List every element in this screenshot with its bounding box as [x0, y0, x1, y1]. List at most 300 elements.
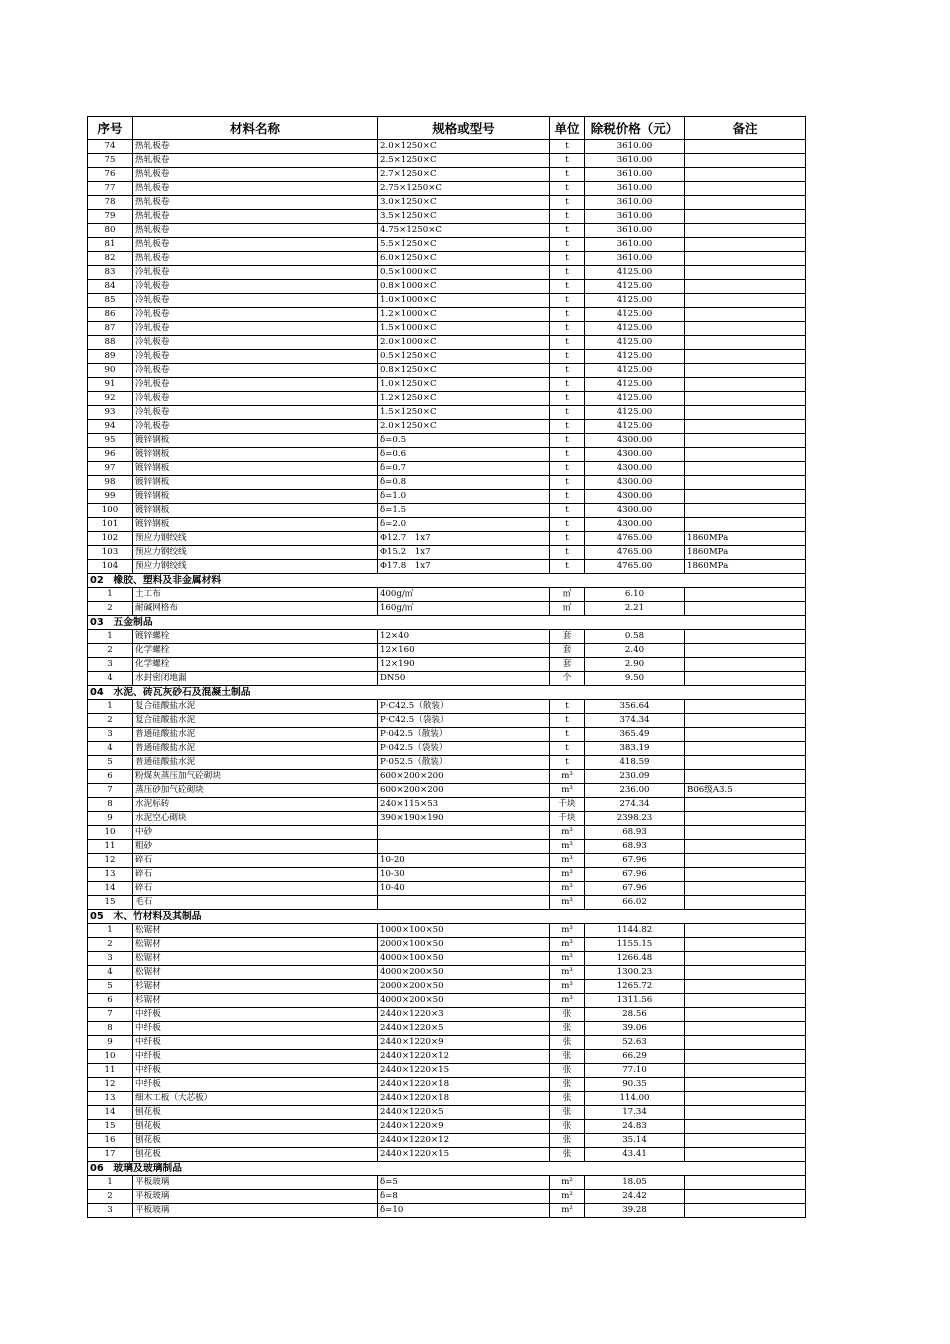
cell-no: 9	[88, 1036, 133, 1050]
cell-name: 松锯材	[133, 924, 378, 938]
cell-no: 1	[88, 1176, 133, 1190]
cell-name: 水泥标砖	[133, 798, 378, 812]
cell-name: 水泥空心砌块	[133, 812, 378, 826]
cell-note	[685, 1106, 806, 1120]
cell-name: 镀锌钢板	[133, 518, 378, 532]
cell-note	[685, 924, 806, 938]
cell-name: 镀锌钢板	[133, 448, 378, 462]
cell-no: 98	[88, 476, 133, 490]
cell-note	[685, 1134, 806, 1148]
cell-name: 冷轧板卷	[133, 308, 378, 322]
cell-spec: 160g/㎡	[378, 602, 550, 616]
cell-price: 39.06	[585, 1022, 685, 1036]
table-row	[88, 700, 806, 714]
table-row	[88, 532, 806, 546]
cell-no: 10	[88, 1050, 133, 1064]
cell-note	[685, 714, 806, 728]
cell-unit: 套	[550, 658, 585, 672]
cell-name: 松锯材	[133, 938, 378, 952]
cell-note: 1860MPa	[685, 560, 806, 574]
cell-note	[685, 1092, 806, 1106]
cell-name: 冷轧板卷	[133, 378, 378, 392]
cell-price: 24.83	[585, 1120, 685, 1134]
cell-no: 10	[88, 826, 133, 840]
cell-note	[685, 280, 806, 294]
cell-spec: 1.5×1250×C	[378, 406, 550, 420]
cell-note	[685, 1190, 806, 1204]
cell-unit: t	[550, 210, 585, 224]
cell-spec: 2440×1220×15	[378, 1148, 550, 1162]
table-row	[88, 980, 806, 994]
section-title: 05 木、竹材料及其制品	[88, 910, 806, 924]
table-row	[88, 1190, 806, 1204]
cell-price: 418.59	[585, 756, 685, 770]
cell-no: 11	[88, 840, 133, 854]
cell-no: 6	[88, 994, 133, 1008]
cell-name: 碎石	[133, 868, 378, 882]
cell-no: 13	[88, 1092, 133, 1106]
cell-note	[685, 630, 806, 644]
table-row	[88, 252, 806, 266]
cell-note	[685, 896, 806, 910]
cell-price: 9.50	[585, 672, 685, 686]
cell-note	[685, 1022, 806, 1036]
cell-spec: 2.7×1250×C	[378, 168, 550, 182]
cell-note	[685, 770, 806, 784]
cell-unit: 张	[550, 1148, 585, 1162]
cell-price: 4300.00	[585, 476, 685, 490]
cell-unit: 张	[550, 1134, 585, 1148]
table-row	[88, 476, 806, 490]
cell-price: 43.41	[585, 1148, 685, 1162]
cell-no: 12	[88, 1078, 133, 1092]
cell-no: 4	[88, 742, 133, 756]
cell-note	[685, 420, 806, 434]
cell-spec: 2440×1220×9	[378, 1120, 550, 1134]
cell-unit: ㎡	[550, 588, 585, 602]
cell-name: 镀锌钢板	[133, 476, 378, 490]
cell-note	[685, 854, 806, 868]
cell-spec: δ=0.6	[378, 448, 550, 462]
cell-no: 94	[88, 420, 133, 434]
section-title: 02 橡胶、塑料及非金属材料	[88, 574, 806, 588]
cell-name: 热轧板卷	[133, 210, 378, 224]
cell-no: 78	[88, 196, 133, 210]
cell-no: 7	[88, 784, 133, 798]
cell-note	[685, 826, 806, 840]
cell-unit: m³	[550, 826, 585, 840]
cell-price: 18.05	[585, 1176, 685, 1190]
cell-note	[685, 1148, 806, 1162]
cell-spec: 2.0×1250×C	[378, 140, 550, 154]
cell-name: 中纤板	[133, 1050, 378, 1064]
cell-unit: t	[550, 518, 585, 532]
cell-no: 3	[88, 658, 133, 672]
cell-unit: 张	[550, 1036, 585, 1050]
table-row	[88, 798, 806, 812]
cell-note	[685, 224, 806, 238]
cell-spec: δ=0.5	[378, 434, 550, 448]
table-row	[88, 280, 806, 294]
cell-spec: 1000×100×50	[378, 924, 550, 938]
cell-note	[685, 700, 806, 714]
cell-price: 4125.00	[585, 378, 685, 392]
cell-price: 17.34	[585, 1106, 685, 1120]
cell-spec: P·C42.5（散装）	[378, 700, 550, 714]
table-row	[88, 196, 806, 210]
table-row	[88, 210, 806, 224]
cell-no: 91	[88, 378, 133, 392]
cell-spec: 2440×1220×5	[378, 1022, 550, 1036]
cell-price: 4765.00	[585, 560, 685, 574]
cell-price: 68.93	[585, 840, 685, 854]
section-row	[88, 574, 806, 588]
cell-spec: 2.0×1000×C	[378, 336, 550, 350]
cell-unit: t	[550, 700, 585, 714]
cell-spec: δ=8	[378, 1190, 550, 1204]
cell-note: B06级A3.5	[685, 784, 806, 798]
cell-unit: 张	[550, 1064, 585, 1078]
cell-price: 2.90	[585, 658, 685, 672]
cell-unit: m³	[550, 854, 585, 868]
cell-name: 热轧板卷	[133, 168, 378, 182]
cell-unit: 千块	[550, 798, 585, 812]
table-row	[88, 392, 806, 406]
cell-unit: 张	[550, 1008, 585, 1022]
cell-price: 365.49	[585, 728, 685, 742]
cell-unit: m³	[550, 980, 585, 994]
table-row	[88, 756, 806, 770]
cell-note	[685, 378, 806, 392]
table-row	[88, 154, 806, 168]
cell-unit: m³	[550, 924, 585, 938]
table-row	[88, 672, 806, 686]
cell-unit: 张	[550, 1050, 585, 1064]
cell-name: 中纤板	[133, 1008, 378, 1022]
cell-no: 76	[88, 168, 133, 182]
cell-no: 92	[88, 392, 133, 406]
cell-price: 39.28	[585, 1204, 685, 1218]
cell-unit: t	[550, 294, 585, 308]
cell-price: 4125.00	[585, 280, 685, 294]
table-row	[88, 462, 806, 476]
cell-note	[685, 1050, 806, 1064]
cell-no: 2	[88, 644, 133, 658]
cell-no: 7	[88, 1008, 133, 1022]
cell-no: 83	[88, 266, 133, 280]
cell-note	[685, 350, 806, 364]
cell-no: 1	[88, 700, 133, 714]
cell-name: 预应力钢绞线	[133, 560, 378, 574]
cell-no: 103	[88, 546, 133, 560]
cell-note	[685, 602, 806, 616]
cell-note	[685, 868, 806, 882]
cell-spec: 240×115×53	[378, 798, 550, 812]
cell-no: 87	[88, 322, 133, 336]
header-row	[88, 117, 806, 140]
cell-name: 松锯材	[133, 966, 378, 980]
cell-note	[685, 210, 806, 224]
cell-spec: 6.0×1250×C	[378, 252, 550, 266]
cell-name: 杉锯材	[133, 994, 378, 1008]
table-row	[88, 1008, 806, 1022]
cell-no: 8	[88, 1022, 133, 1036]
cell-no: 79	[88, 210, 133, 224]
cell-spec: δ=0.7	[378, 462, 550, 476]
cell-no: 82	[88, 252, 133, 266]
cell-note	[685, 448, 806, 462]
table-row	[88, 938, 806, 952]
table-row	[88, 1106, 806, 1120]
cell-spec: 1.5×1000×C	[378, 322, 550, 336]
cell-note	[685, 812, 806, 826]
cell-spec: 2.5×1250×C	[378, 154, 550, 168]
table-row	[88, 826, 806, 840]
table-row	[88, 714, 806, 728]
cell-spec: P·C42.5（袋装）	[378, 714, 550, 728]
table-row	[88, 994, 806, 1008]
cell-name: 普通硅酸盐水泥	[133, 742, 378, 756]
cell-no: 97	[88, 462, 133, 476]
table-row	[88, 504, 806, 518]
cell-price: 6.10	[585, 588, 685, 602]
cell-price: 24.42	[585, 1190, 685, 1204]
cell-price: 3610.00	[585, 154, 685, 168]
table-row	[88, 742, 806, 756]
cell-note	[685, 952, 806, 966]
cell-note	[685, 798, 806, 812]
cell-spec: 0.8×1250×C	[378, 364, 550, 378]
cell-name: 冷轧板卷	[133, 322, 378, 336]
cell-name: 中纤板	[133, 1022, 378, 1036]
cell-no: 5	[88, 980, 133, 994]
cell-no: 8	[88, 798, 133, 812]
cell-price: 90.35	[585, 1078, 685, 1092]
cell-name: 冷轧板卷	[133, 336, 378, 350]
cell-no: 80	[88, 224, 133, 238]
cell-no: 14	[88, 1106, 133, 1120]
cell-spec: δ=1.0	[378, 490, 550, 504]
cell-name: 平板玻璃	[133, 1190, 378, 1204]
cell-spec: 4000×100×50	[378, 952, 550, 966]
table-row	[88, 168, 806, 182]
cell-note	[685, 882, 806, 896]
cell-no: 17	[88, 1148, 133, 1162]
cell-price: 2.21	[585, 602, 685, 616]
cell-spec: 1.0×1000×C	[378, 294, 550, 308]
cell-price: 4125.00	[585, 308, 685, 322]
table-row	[88, 238, 806, 252]
cell-name: 蒸压砂加气砼砌块	[133, 784, 378, 798]
cell-spec: 2440×1220×9	[378, 1036, 550, 1050]
cell-note	[685, 308, 806, 322]
cell-unit: 张	[550, 1120, 585, 1134]
cell-unit: m³	[550, 770, 585, 784]
table-row	[88, 350, 806, 364]
cell-unit: m³	[550, 882, 585, 896]
cell-no: 5	[88, 756, 133, 770]
table-row	[88, 840, 806, 854]
cell-name: 水封密闭地漏	[133, 672, 378, 686]
cell-name: 平板玻璃	[133, 1176, 378, 1190]
cell-price: 66.29	[585, 1050, 685, 1064]
cell-unit: 套	[550, 630, 585, 644]
cell-name: 冷轧板卷	[133, 392, 378, 406]
cell-spec: δ=5	[378, 1176, 550, 1190]
cell-price: 67.96	[585, 868, 685, 882]
table-row	[88, 322, 806, 336]
table-row	[88, 588, 806, 602]
cell-unit: 张	[550, 1078, 585, 1092]
cell-note	[685, 266, 806, 280]
table-row	[88, 854, 806, 868]
cell-no: 86	[88, 308, 133, 322]
table-row	[88, 406, 806, 420]
cell-unit: t	[550, 560, 585, 574]
cell-unit: t	[550, 742, 585, 756]
cell-note	[685, 504, 806, 518]
table-row	[88, 1022, 806, 1036]
cell-spec: 1.2×1250×C	[378, 392, 550, 406]
cell-price: 28.56	[585, 1008, 685, 1022]
cell-no: 89	[88, 350, 133, 364]
cell-no: 2	[88, 602, 133, 616]
table-row	[88, 182, 806, 196]
cell-unit: t	[550, 168, 585, 182]
cell-unit: t	[550, 154, 585, 168]
cell-name: 杉锯材	[133, 980, 378, 994]
cell-name: 刨花板	[133, 1106, 378, 1120]
table-row	[88, 1078, 806, 1092]
cell-name: 热轧板卷	[133, 154, 378, 168]
cell-name: 冷轧板卷	[133, 364, 378, 378]
cell-name: 碎石	[133, 854, 378, 868]
table-row	[88, 1120, 806, 1134]
cell-name: 热轧板卷	[133, 252, 378, 266]
cell-no: 3	[88, 952, 133, 966]
cell-spec	[378, 840, 550, 854]
cell-spec: 2440×1220×12	[378, 1134, 550, 1148]
cell-spec: DN50	[378, 672, 550, 686]
cell-spec: 12×40	[378, 630, 550, 644]
cell-no: 85	[88, 294, 133, 308]
cell-spec	[378, 826, 550, 840]
cell-spec: 600×200×200	[378, 784, 550, 798]
section-row	[88, 910, 806, 924]
cell-price: 1144.82	[585, 924, 685, 938]
cell-note	[685, 966, 806, 980]
cell-note	[685, 1120, 806, 1134]
cell-price: 66.02	[585, 896, 685, 910]
cell-name: 热轧板卷	[133, 196, 378, 210]
table-row	[88, 812, 806, 826]
cell-spec: δ=1.5	[378, 504, 550, 518]
cell-name: 粉煤灰蒸压加气砼砌块	[133, 770, 378, 784]
cell-spec: 2000×200×50	[378, 980, 550, 994]
cell-no: 15	[88, 896, 133, 910]
cell-note	[685, 294, 806, 308]
cell-no: 102	[88, 532, 133, 546]
cell-no: 75	[88, 154, 133, 168]
cell-note	[685, 252, 806, 266]
table-row	[88, 434, 806, 448]
section-row	[88, 1162, 806, 1176]
cell-price: 4300.00	[585, 504, 685, 518]
cell-price: 3610.00	[585, 252, 685, 266]
table-row	[88, 784, 806, 798]
cell-name: 冷轧板卷	[133, 266, 378, 280]
cell-no: 4	[88, 672, 133, 686]
cell-name: 刨花板	[133, 1120, 378, 1134]
table-row	[88, 546, 806, 560]
cell-spec: 10-20	[378, 854, 550, 868]
cell-no: 15	[88, 1120, 133, 1134]
cell-note	[685, 168, 806, 182]
cell-name: 冷轧板卷	[133, 280, 378, 294]
header-note: 备注	[685, 117, 806, 140]
cell-unit: t	[550, 238, 585, 252]
cell-spec: 0.5×1250×C	[378, 350, 550, 364]
cell-note	[685, 644, 806, 658]
cell-no: 1	[88, 588, 133, 602]
cell-price: 3610.00	[585, 224, 685, 238]
cell-price: 4300.00	[585, 434, 685, 448]
cell-price: 67.96	[585, 882, 685, 896]
cell-no: 4	[88, 966, 133, 980]
cell-spec: Φ12.7 1x7	[378, 532, 550, 546]
cell-unit: m³	[550, 868, 585, 882]
cell-note	[685, 588, 806, 602]
cell-unit: t	[550, 714, 585, 728]
cell-unit: t	[550, 448, 585, 462]
cell-note	[685, 1176, 806, 1190]
cell-price: 1266.48	[585, 952, 685, 966]
cell-unit: t	[550, 462, 585, 476]
cell-spec: 4000×200×50	[378, 994, 550, 1008]
cell-note	[685, 518, 806, 532]
cell-name: 化学螺栓	[133, 644, 378, 658]
header-spec: 规格或型号	[378, 117, 550, 140]
cell-name: 热轧板卷	[133, 238, 378, 252]
cell-spec: 2.0×1250×C	[378, 420, 550, 434]
cell-spec: Φ17.8 1x7	[378, 560, 550, 574]
cell-price: 4125.00	[585, 294, 685, 308]
cell-name: 细木工板（大芯板）	[133, 1092, 378, 1106]
cell-unit: 个	[550, 672, 585, 686]
cell-price: 4125.00	[585, 336, 685, 350]
table-row	[88, 1050, 806, 1064]
table-row	[88, 602, 806, 616]
cell-unit: 张	[550, 1106, 585, 1120]
cell-name: 中纤板	[133, 1078, 378, 1092]
cell-spec: 2.75×1250×C	[378, 182, 550, 196]
cell-price: 4125.00	[585, 350, 685, 364]
cell-no: 74	[88, 140, 133, 154]
cell-note	[685, 980, 806, 994]
table-row	[88, 966, 806, 980]
cell-price: 1155.15	[585, 938, 685, 952]
cell-spec: 2440×1220×18	[378, 1092, 550, 1106]
cell-price: 1265.72	[585, 980, 685, 994]
cell-no: 96	[88, 448, 133, 462]
table-row	[88, 1092, 806, 1106]
cell-unit: t	[550, 728, 585, 742]
cell-name: 耐碱网格布	[133, 602, 378, 616]
cell-spec: 3.5×1250×C	[378, 210, 550, 224]
cell-name: 中纤板	[133, 1036, 378, 1050]
cell-unit: t	[550, 336, 585, 350]
cell-note: 1860MPa	[685, 546, 806, 560]
